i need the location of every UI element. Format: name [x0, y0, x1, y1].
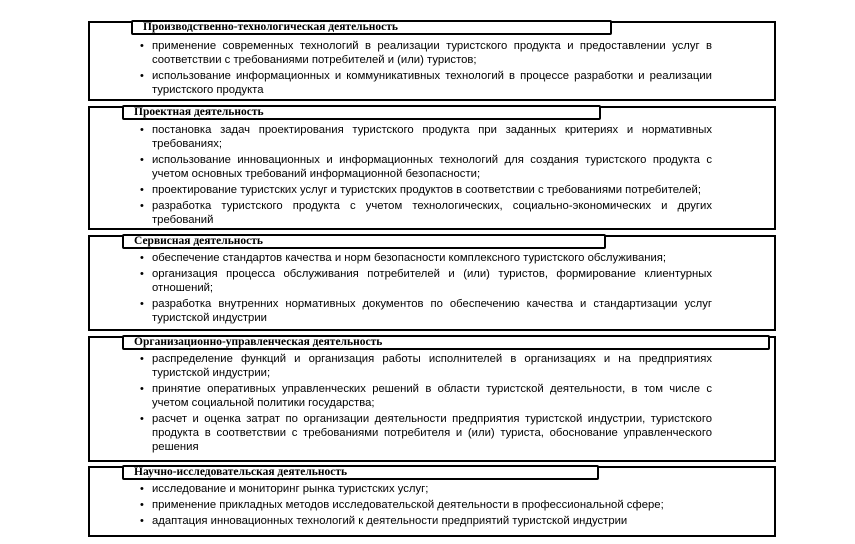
- bullet-icon: •: [140, 353, 144, 365]
- bullet-icon: •: [140, 499, 144, 511]
- list-item: • использование информационных и коммуникативных технологий в процессе разработки и реализации туристского продукта: [140, 70, 712, 96]
- list-item: • расчет и оценка затрат по организации деятельности предприятия туристской индустрии, туристского продукта в соответствии с требованиями потребителя и (или) туриста, обоснование управленческого решения: [140, 413, 712, 453]
- bullet-icon: •: [140, 70, 144, 82]
- section-title: Проектная деятельность: [122, 105, 601, 120]
- bullet-icon: •: [140, 413, 144, 425]
- section-title: Сервисная деятельность: [122, 234, 606, 249]
- bullet-icon: •: [140, 40, 144, 52]
- bullet-list: [140, 352, 712, 456]
- bullet-list: [140, 123, 712, 229]
- list-item: • организация процесса обслуживания потребителей и (или) туристов, формирование клиентурных отношений;: [140, 268, 712, 294]
- list-item: • распределение функций и организация работы исполнителей в организациях и на предприятиях туристской индустрии;: [140, 353, 712, 379]
- list-item: • адаптация инновационных технологий к деятельности предприятий туристской индустрии: [140, 515, 628, 527]
- section-title: Производственно-технологическая деятельность: [131, 20, 612, 35]
- bullet-list: [140, 39, 712, 99]
- bullet-icon: •: [140, 200, 144, 212]
- section-title: Организационно-управленческая деятельность: [122, 335, 770, 350]
- list-item: • разработка внутренних нормативных документов по обеспечению качества и стандартизации услуг туристской индустрии: [140, 298, 712, 324]
- list-item: • проектирование туристских услуг и туристских продуктов в соответствии с требованиями потребителей;: [140, 184, 701, 196]
- bullet-icon: •: [140, 298, 144, 310]
- bullet-icon: •: [140, 515, 144, 527]
- bullet-icon: •: [140, 483, 144, 495]
- list-item: • использование инновационных и информационных технологий для создания туристского продукта с учетом основных требований информационной безопасности;: [140, 154, 712, 180]
- list-item: • разработка туристского продукта с учетом технологических, социально-экономических и других требований: [140, 200, 712, 226]
- bullet-icon: •: [140, 154, 144, 166]
- bullet-icon: •: [140, 383, 144, 395]
- list-item: • исследование и мониторинг рынка туристских услуг;: [140, 483, 429, 495]
- list-item: • принятие оперативных управленческих решений в области туристской деятельности, в том числе с учетом социальной политики государства;: [140, 383, 712, 409]
- list-item: • применение современных технологий в реализации туристского продукта и предоставлении услуг в соответствии с требованиями потребителей и (или) туристов;: [140, 40, 712, 66]
- bullet-list: [140, 251, 712, 327]
- bullet-icon: •: [140, 124, 144, 136]
- list-item: • постановка задач проектирования туристского продукта при заданных критериях и нормативных требованиях;: [140, 124, 712, 150]
- bullet-list: [140, 482, 712, 530]
- list-item: • применение прикладных методов исследовательской деятельности в профессиональной сфере;: [140, 499, 664, 511]
- list-item: • обеспечение стандартов качества и норм безопасности комплексного туристского обслуживания;: [140, 252, 667, 264]
- bullet-icon: •: [140, 184, 144, 196]
- bullet-icon: •: [140, 252, 144, 264]
- bullet-icon: •: [140, 268, 144, 280]
- section-title: Научно-исследовательская деятельность: [122, 465, 599, 480]
